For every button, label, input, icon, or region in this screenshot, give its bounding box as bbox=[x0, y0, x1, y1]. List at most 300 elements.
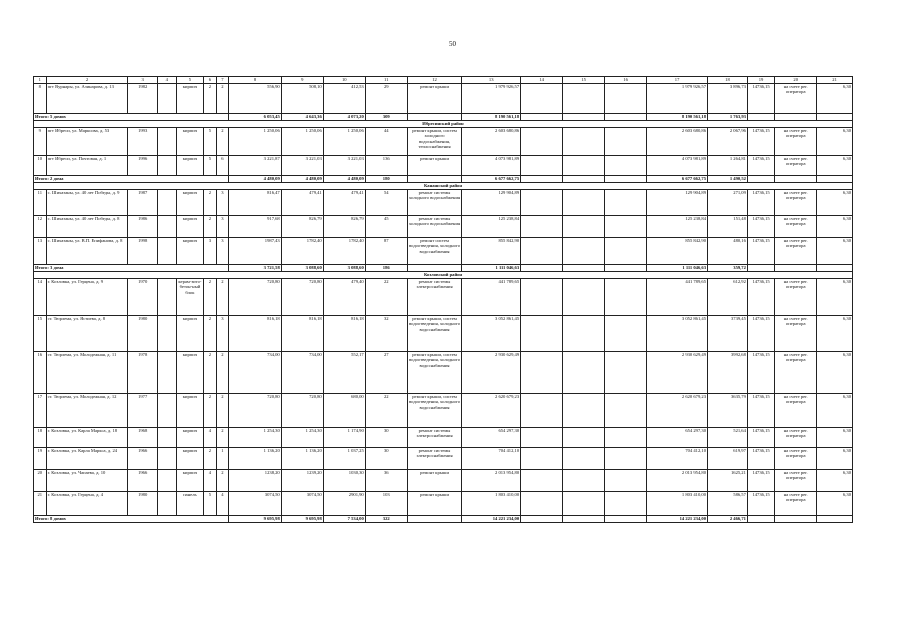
column-number: 5 bbox=[176, 77, 203, 84]
column-number: 16 bbox=[605, 77, 647, 84]
build-year: 1986 bbox=[128, 216, 157, 238]
total-empty-20 bbox=[775, 114, 817, 121]
col-14 bbox=[521, 470, 563, 492]
repair-type: ремонт системы электроснабжения bbox=[407, 448, 462, 470]
column-number: 18 bbox=[708, 77, 748, 84]
col-16 bbox=[605, 216, 647, 238]
plan-year: 6,30 bbox=[817, 216, 853, 238]
living-area: 826,79 bbox=[281, 216, 323, 238]
wall-material: керам-зито-бетон-ный блок bbox=[176, 279, 203, 316]
total-area: 3 221,87 bbox=[229, 156, 281, 176]
total-owned-area: 3 088,60 bbox=[323, 265, 365, 272]
plan-year: 6,30 bbox=[817, 470, 853, 492]
plan-year: 6,30 bbox=[817, 352, 853, 394]
entrances: 2 bbox=[216, 352, 229, 394]
total-label: Итого: 8 домов bbox=[34, 516, 229, 523]
fund-amount: 2 620 679,23 bbox=[647, 394, 708, 428]
living-area: 508,10 bbox=[281, 84, 323, 114]
owned-area: 680,00 bbox=[323, 394, 365, 428]
unit-cost: 521,64 bbox=[708, 428, 748, 448]
address: с. Шихазаны, ул. В.П. Епифанова, д. 8 bbox=[46, 238, 128, 265]
total-empty-21 bbox=[817, 114, 853, 121]
plan-year: 6,30 bbox=[817, 84, 853, 114]
total-empty-14 bbox=[521, 114, 563, 121]
col-16 bbox=[605, 84, 647, 114]
address: пгт Ибреси, ул. Почтовая, д. 1 bbox=[46, 156, 128, 176]
fund-method: на счете рег. оператора bbox=[775, 156, 817, 176]
entrances: 3 bbox=[216, 190, 229, 216]
owned-area: 412,53 bbox=[323, 84, 365, 114]
total-empty-19 bbox=[747, 176, 774, 183]
fund-method: на счете рег. оператора bbox=[775, 128, 817, 156]
address: г. Козловка, ул. Карла Маркса, д. 18 bbox=[46, 428, 128, 448]
col-4 bbox=[157, 190, 176, 216]
total-area: 9 695,98 bbox=[229, 516, 281, 523]
col-14 bbox=[521, 216, 563, 238]
residents: 30 bbox=[365, 448, 407, 470]
col-4 bbox=[157, 156, 176, 176]
total-living-area: 9 695,98 bbox=[281, 516, 323, 523]
floors: 5 bbox=[204, 492, 217, 516]
limit-cost: 14736,15 bbox=[747, 470, 774, 492]
repair-type: ремонт системы электроснабжения bbox=[407, 428, 462, 448]
build-year: 1966 bbox=[128, 470, 157, 492]
total-cost: 14 221 234,00 bbox=[462, 516, 521, 523]
total-area: 1238,20 bbox=[229, 470, 281, 492]
total-cost: 6 677 662,75 bbox=[462, 176, 521, 183]
owned-area: 826,79 bbox=[323, 216, 365, 238]
floors: 2 bbox=[204, 352, 217, 394]
entrances: 1 bbox=[216, 448, 229, 470]
fund-amount: 1 979 926,57 bbox=[647, 84, 708, 114]
col-4 bbox=[157, 316, 176, 352]
total-cost: 8 190 561,18 bbox=[462, 114, 521, 121]
address: ст. Тюрлема, ул. Молодежная, д. 11 bbox=[46, 352, 128, 394]
address: г. Козловка, ул. Герцена, д. 4 bbox=[46, 492, 128, 516]
total-label: Итого: 5 домов bbox=[34, 114, 229, 121]
total-empty-14 bbox=[521, 265, 563, 272]
owned-area: 1 174,90 bbox=[323, 428, 365, 448]
fund-amount: 704 412,10 bbox=[647, 448, 708, 470]
fund-method: на счете рег. оператора bbox=[775, 352, 817, 394]
total-empty-21 bbox=[817, 516, 853, 523]
total-empty-20 bbox=[775, 176, 817, 183]
total-empty-20 bbox=[775, 265, 817, 272]
limit-cost: 14736,15 bbox=[747, 492, 774, 516]
fund-method: на счете рег. оператора bbox=[775, 190, 817, 216]
residents: 54 bbox=[365, 190, 407, 216]
col-14 bbox=[521, 156, 563, 176]
limit-cost: 14736,15 bbox=[747, 279, 774, 316]
table-row bbox=[34, 316, 853, 352]
total-empty-12 bbox=[407, 176, 462, 183]
row-number: 10 bbox=[34, 156, 47, 176]
total-empty-16 bbox=[605, 516, 647, 523]
district-header-row bbox=[34, 121, 853, 128]
limit-cost: 14736,15 bbox=[747, 238, 774, 265]
entrances: 2 bbox=[216, 394, 229, 428]
table-row bbox=[34, 279, 853, 316]
entrances: 2 bbox=[216, 84, 229, 114]
col-16 bbox=[605, 352, 647, 394]
repair-cost: 2 930 629,49 bbox=[462, 352, 521, 394]
row-number: 12 bbox=[34, 216, 47, 238]
col-15 bbox=[563, 238, 605, 265]
living-area: 720,80 bbox=[281, 279, 323, 316]
fund-method: на счете рег. оператора bbox=[775, 279, 817, 316]
col-4 bbox=[157, 428, 176, 448]
build-year: 1993 bbox=[128, 128, 157, 156]
total-label: Итого: 2 дома bbox=[34, 176, 229, 183]
residents: 136 bbox=[365, 156, 407, 176]
residents: 27 bbox=[365, 352, 407, 394]
col-16 bbox=[605, 238, 647, 265]
residents: 32 bbox=[365, 316, 407, 352]
total-fund: 1 111 046,63 bbox=[647, 265, 708, 272]
wall-material: кирпич bbox=[176, 428, 203, 448]
entrances: 3 bbox=[216, 316, 229, 352]
fund-amount: 125 238,84 bbox=[647, 216, 708, 238]
unit-cost: 1 264,81 bbox=[708, 156, 748, 176]
total-area: 556,90 bbox=[229, 84, 281, 114]
column-number: 7 bbox=[216, 77, 229, 84]
total-residents: 322 bbox=[365, 516, 407, 523]
col-4 bbox=[157, 84, 176, 114]
column-number: 4 bbox=[157, 77, 176, 84]
column-number: 1 bbox=[34, 77, 47, 84]
col-14 bbox=[521, 316, 563, 352]
repair-type: ремонт крыши bbox=[407, 492, 462, 516]
address: с. Шихазаны, ул. 40 лет Победы, д. 8 bbox=[46, 216, 128, 238]
column-number: 20 bbox=[775, 77, 817, 84]
repair-type: ремонт системы холодного водоснабжения bbox=[407, 190, 462, 216]
build-year: 1980 bbox=[128, 492, 157, 516]
total-area: 816,18 bbox=[229, 316, 281, 352]
total-empty-14 bbox=[521, 516, 563, 523]
col-15 bbox=[563, 190, 605, 216]
col-14 bbox=[521, 238, 563, 265]
page-number: 50 bbox=[449, 40, 456, 48]
owned-area: 2901,90 bbox=[323, 492, 365, 516]
unit-cost: 271,09 bbox=[708, 190, 748, 216]
repair-cost: 1 803 410,00 bbox=[462, 492, 521, 516]
unit-cost: 3739,45 bbox=[708, 316, 748, 352]
column-number: 11 bbox=[365, 77, 407, 84]
owned-area: 1782,40 bbox=[323, 238, 365, 265]
repair-type: ремонт крыши, систем холодного водоснабжения, теплоснабжения bbox=[407, 128, 462, 156]
column-number-row bbox=[34, 77, 853, 84]
total-area: 3 721,58 bbox=[229, 265, 281, 272]
plan-year: 6,30 bbox=[817, 156, 853, 176]
fund-method: на счете рег. оператора bbox=[775, 492, 817, 516]
entrances: 4 bbox=[216, 492, 229, 516]
address: ст. Тюрлема, ул. Ястиева, д. 8 bbox=[46, 316, 128, 352]
repair-type: ремонт систем водоотведения, холодного водоснабжения bbox=[407, 238, 462, 265]
repair-type: ремонт крыши bbox=[407, 84, 462, 114]
table-row bbox=[34, 238, 853, 265]
floors: 4 bbox=[204, 470, 217, 492]
unit-cost: 3992,68 bbox=[708, 352, 748, 394]
plan-year: 6,30 bbox=[817, 279, 853, 316]
total-empty-21 bbox=[817, 176, 853, 183]
address: г. Козловка, ул. Чапаева, д. 10 bbox=[46, 470, 128, 492]
unit-cost: 3635,79 bbox=[708, 394, 748, 428]
total-empty-16 bbox=[605, 114, 647, 121]
district-name: Козловский район bbox=[34, 272, 853, 279]
floors: 2 bbox=[204, 84, 217, 114]
residents: 45 bbox=[365, 216, 407, 238]
total-row bbox=[34, 176, 853, 183]
column-number: 8 bbox=[229, 77, 281, 84]
col-16 bbox=[605, 316, 647, 352]
column-number: 2 bbox=[46, 77, 128, 84]
table-row bbox=[34, 216, 853, 238]
residents: 30 bbox=[365, 428, 407, 448]
build-year: 1980 bbox=[128, 316, 157, 352]
total-empty-16 bbox=[605, 265, 647, 272]
entrances: 2 bbox=[216, 470, 229, 492]
unit-cost: 3 896,73 bbox=[708, 84, 748, 114]
build-year: 1998 bbox=[128, 238, 157, 265]
wall-material: кирпич bbox=[176, 316, 203, 352]
residents: 36 bbox=[365, 470, 407, 492]
fund-amount: 441 789,65 bbox=[647, 279, 708, 316]
district-name: Канашский район bbox=[34, 183, 853, 190]
unit-cost: 2 067,96 bbox=[708, 128, 748, 156]
total-unit-cost: 1 490,52 bbox=[708, 176, 748, 183]
fund-amount: 3 052 861,45 bbox=[647, 316, 708, 352]
column-number: 19 bbox=[747, 77, 774, 84]
repair-cost: 3 052 861,45 bbox=[462, 316, 521, 352]
district-header-row bbox=[34, 183, 853, 190]
limit-cost: 14736,15 bbox=[747, 84, 774, 114]
col-4 bbox=[157, 279, 176, 316]
row-number: 21 bbox=[34, 492, 47, 516]
repair-cost: 2 620 679,23 bbox=[462, 394, 521, 428]
col-15 bbox=[563, 394, 605, 428]
living-area: 816,18 bbox=[281, 316, 323, 352]
living-area: 3074,50 bbox=[281, 492, 323, 516]
plan-year: 6,30 bbox=[817, 448, 853, 470]
total-owned-area: 4 480,09 bbox=[323, 176, 365, 183]
address: пгт Ибреси, ул. Марксова, д. 53 bbox=[46, 128, 128, 156]
entrances: 2 bbox=[216, 279, 229, 316]
floors: 2 bbox=[204, 448, 217, 470]
col-4 bbox=[157, 352, 176, 394]
wall-material: кирпич bbox=[176, 216, 203, 238]
district-header-row bbox=[34, 272, 853, 279]
table-row bbox=[34, 394, 853, 428]
total-area: 1987,43 bbox=[229, 238, 281, 265]
residents: 29 bbox=[365, 84, 407, 114]
col-4 bbox=[157, 216, 176, 238]
total-fund: 8 190 561,18 bbox=[647, 114, 708, 121]
floors: 2 bbox=[204, 216, 217, 238]
fund-amount: 2 013 954,80 bbox=[647, 470, 708, 492]
repair-cost: 2 603 680,86 bbox=[462, 128, 521, 156]
repair-type: ремонт системы электроснабжения bbox=[407, 279, 462, 316]
total-residents: 186 bbox=[365, 265, 407, 272]
total-area: 1 136,20 bbox=[229, 448, 281, 470]
limit-cost: 14736,15 bbox=[747, 428, 774, 448]
living-area: 479,41 bbox=[281, 190, 323, 216]
repair-cost: 125 238,84 bbox=[462, 216, 521, 238]
fund-method: на счете рег. оператора bbox=[775, 428, 817, 448]
col-4 bbox=[157, 448, 176, 470]
total-residents: 180 bbox=[365, 176, 407, 183]
total-empty-19 bbox=[747, 265, 774, 272]
total-empty-12 bbox=[407, 265, 462, 272]
col-14 bbox=[521, 128, 563, 156]
build-year: 1987 bbox=[128, 190, 157, 216]
repair-cost: 2 013 954,80 bbox=[462, 470, 521, 492]
residents: 22 bbox=[365, 394, 407, 428]
fund-amount: 2 930 629,49 bbox=[647, 352, 708, 394]
wall-material: кирпич bbox=[176, 156, 203, 176]
fund-amount: 855 842,90 bbox=[647, 238, 708, 265]
wall-material: кирпич bbox=[176, 352, 203, 394]
total-unit-cost: 359,72 bbox=[708, 265, 748, 272]
fund-amount: 654 297,30 bbox=[647, 428, 708, 448]
fund-method: на счете рег. оператора bbox=[775, 470, 817, 492]
owned-area: 479,40 bbox=[323, 279, 365, 316]
table-row bbox=[34, 448, 853, 470]
total-unit-cost: 1 763,93 bbox=[708, 114, 748, 121]
limit-cost: 14736,15 bbox=[747, 128, 774, 156]
column-number: 14 bbox=[521, 77, 563, 84]
row-number: 18 bbox=[34, 428, 47, 448]
wall-material: кирпич bbox=[176, 190, 203, 216]
residents: 87 bbox=[365, 238, 407, 265]
total-area: 917,68 bbox=[229, 216, 281, 238]
col-16 bbox=[605, 470, 647, 492]
entrances: 3 bbox=[216, 238, 229, 265]
fund-amount: 4 073 981,89 bbox=[647, 156, 708, 176]
column-number: 9 bbox=[281, 77, 323, 84]
table-row bbox=[34, 352, 853, 394]
entrances: 6 bbox=[216, 156, 229, 176]
row-number: 8 bbox=[34, 84, 47, 114]
owned-area: 3 221,03 bbox=[323, 156, 365, 176]
floors: 2 bbox=[204, 190, 217, 216]
living-area: 3 221,03 bbox=[281, 156, 323, 176]
table-row bbox=[34, 190, 853, 216]
col-16 bbox=[605, 279, 647, 316]
fund-method: на счете рег. оператора bbox=[775, 238, 817, 265]
wall-material: панель bbox=[176, 492, 203, 516]
repair-type: ремонт крыши, систем водоотведения, холодного водоснабжения bbox=[407, 316, 462, 352]
total-row bbox=[34, 114, 853, 121]
col-15 bbox=[563, 352, 605, 394]
column-number: 12 bbox=[407, 77, 462, 84]
total-empty-16 bbox=[605, 176, 647, 183]
build-year: 1970 bbox=[128, 279, 157, 316]
owned-area: 816,18 bbox=[323, 316, 365, 352]
total-empty-15 bbox=[563, 114, 605, 121]
plan-year: 6,30 bbox=[817, 190, 853, 216]
build-year: 1996 bbox=[128, 156, 157, 176]
build-year: 1966 bbox=[128, 448, 157, 470]
residents: 44 bbox=[365, 128, 407, 156]
unit-cost: 480,16 bbox=[708, 238, 748, 265]
table-row bbox=[34, 128, 853, 156]
repair-cost: 1 979 926,57 bbox=[462, 84, 521, 114]
col-15 bbox=[563, 316, 605, 352]
floors: 3 bbox=[204, 238, 217, 265]
total-empty-19 bbox=[747, 114, 774, 121]
total-cost: 1 111 046,63 bbox=[462, 265, 521, 272]
repair-type: ремонт крыши, систем водоотведения, холодного водоснабжения bbox=[407, 394, 462, 428]
total-label: Итого: 3 дома bbox=[34, 265, 229, 272]
col-15 bbox=[563, 492, 605, 516]
unit-cost: 151,48 bbox=[708, 216, 748, 238]
col-14 bbox=[521, 352, 563, 394]
owned-area: 1 037,25 bbox=[323, 448, 365, 470]
living-area: 1 136,20 bbox=[281, 448, 323, 470]
residents: 103 bbox=[365, 492, 407, 516]
limit-cost: 14736,15 bbox=[747, 216, 774, 238]
col-15 bbox=[563, 84, 605, 114]
total-unit-cost: 2 466,71 bbox=[708, 516, 748, 523]
row-number: 20 bbox=[34, 470, 47, 492]
fund-method: на счете рег. оператора bbox=[775, 448, 817, 470]
col-14 bbox=[521, 279, 563, 316]
floors: 2 bbox=[204, 394, 217, 428]
col-14 bbox=[521, 428, 563, 448]
limit-cost: 14736,15 bbox=[747, 316, 774, 352]
fund-method: на счете рег. оператора bbox=[775, 394, 817, 428]
col-14 bbox=[521, 448, 563, 470]
total-empty-15 bbox=[563, 176, 605, 183]
wall-material: кирпич bbox=[176, 238, 203, 265]
unit-cost: 586,57 bbox=[708, 492, 748, 516]
wall-material: кирпич bbox=[176, 448, 203, 470]
col-14 bbox=[521, 84, 563, 114]
repair-cost: 441 789,65 bbox=[462, 279, 521, 316]
col-4 bbox=[157, 128, 176, 156]
total-row bbox=[34, 265, 853, 272]
row-number: 15 bbox=[34, 316, 47, 352]
total-residents: 309 bbox=[365, 114, 407, 121]
col-16 bbox=[605, 492, 647, 516]
col-14 bbox=[521, 190, 563, 216]
total-empty-15 bbox=[563, 265, 605, 272]
col-15 bbox=[563, 128, 605, 156]
total-area: 1 254,30 bbox=[229, 428, 281, 448]
table-row bbox=[34, 470, 853, 492]
total-area: 4 480,09 bbox=[229, 176, 281, 183]
owned-area: 479,41 bbox=[323, 190, 365, 216]
total-area: 816,47 bbox=[229, 190, 281, 216]
col-15 bbox=[563, 448, 605, 470]
total-living-area: 3 088,60 bbox=[281, 265, 323, 272]
col-16 bbox=[605, 156, 647, 176]
total-area: 3074,50 bbox=[229, 492, 281, 516]
plan-year: 6,30 bbox=[817, 238, 853, 265]
floors: 5 bbox=[204, 156, 217, 176]
living-area: 1782,40 bbox=[281, 238, 323, 265]
build-year: 1978 bbox=[128, 352, 157, 394]
plan-year: 6,30 bbox=[817, 128, 853, 156]
entrances: 2 bbox=[216, 128, 229, 156]
residents: 22 bbox=[365, 279, 407, 316]
total-living-area: 4 480,09 bbox=[281, 176, 323, 183]
col-16 bbox=[605, 448, 647, 470]
district-name: Ибресинский район bbox=[34, 121, 853, 128]
table-row bbox=[34, 156, 853, 176]
row-number: 16 bbox=[34, 352, 47, 394]
floors: 5 bbox=[204, 128, 217, 156]
